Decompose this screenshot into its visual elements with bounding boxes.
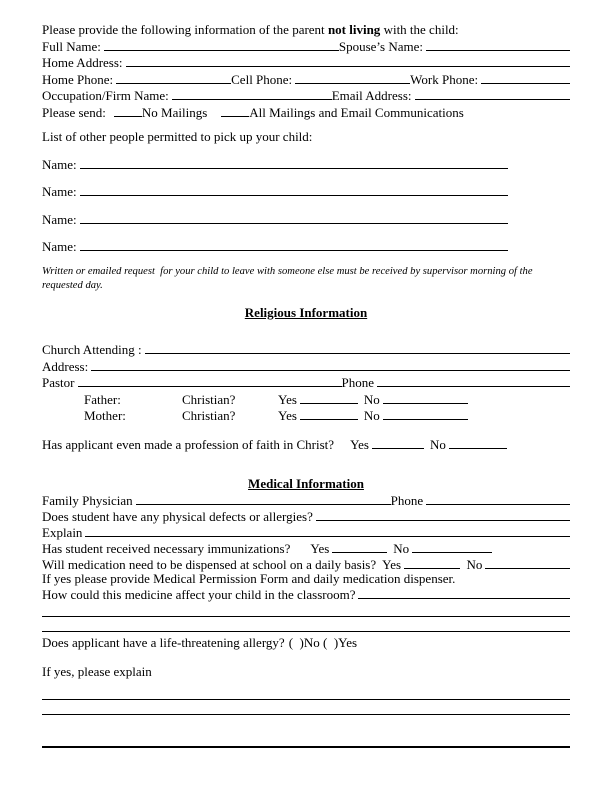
religious-address-row: [42, 358, 570, 375]
full-name-row: [42, 38, 570, 55]
pickup-note: Written or emailed request for your child to leave with someone else must be received by supervisor morning of the requested day.: [42, 265, 536, 291]
no-mailings-line[interactable]: [114, 104, 142, 117]
religious-phone-line[interactable]: [377, 374, 570, 387]
parent-info-intro: [42, 22, 570, 38]
intro-prefix: Please provide the following information of the parent: [42, 22, 328, 37]
pickup-name-line-4[interactable]: [80, 238, 508, 251]
defects-line[interactable]: [316, 508, 570, 521]
medication-yes-line[interactable]: [404, 556, 460, 569]
medical-heading: Medical Information: [248, 476, 364, 491]
religious-address-line[interactable]: [91, 358, 570, 371]
pickup-name-row: [42, 183, 570, 200]
home-phone-label: Home Phone:: [42, 71, 114, 87]
full-name-line[interactable]: [104, 38, 339, 51]
church-row: [42, 341, 570, 358]
medical-phone-line[interactable]: [426, 492, 570, 505]
profession-yes-label: Yes: [350, 436, 369, 452]
mother-no-line[interactable]: [383, 407, 468, 420]
dispenser-note: If yes please provide Medical Permission Form and daily medication dispenser.: [42, 570, 456, 586]
pickup-title-text: List of other people permitted to pick up your child:: [42, 129, 313, 144]
mother-no-label: No: [363, 407, 380, 423]
mother-christian-row: [42, 407, 570, 423]
medical-phone-label: Phone: [390, 492, 424, 508]
father-christian-label: Christian?: [182, 391, 236, 407]
full-name-label: Full Name:: [42, 38, 101, 54]
pickup-name-line-3[interactable]: [80, 211, 508, 224]
phones-row: [42, 71, 570, 88]
mother-yes-label: Yes: [278, 407, 297, 423]
all-mailings-label: All Mailings and Email Communications: [249, 104, 464, 120]
allergy-explain-line-1[interactable]: [42, 687, 570, 700]
pickup-name-row: [42, 211, 570, 228]
home-address-row: [42, 54, 570, 71]
church-label: Church Attending :: [42, 342, 142, 357]
immunization-row: [42, 540, 570, 556]
immunization-question: Has student received necessary immunizations?: [42, 540, 291, 556]
medicine-effect-line-2[interactable]: [42, 604, 570, 617]
occupation-label: Occupation/Firm Name:: [42, 88, 169, 103]
father-yes-label: Yes: [278, 391, 297, 407]
cell-phone-line[interactable]: [295, 71, 410, 84]
pastor-label: Pastor: [42, 375, 75, 390]
immunization-yes-label: Yes: [310, 540, 330, 556]
email-label: Email Address:: [331, 88, 412, 103]
spouse-name-label: Spouse’s Name:: [338, 38, 423, 54]
pickup-name-label: Name:: [42, 156, 77, 172]
medicine-effect-extra-row: [42, 619, 570, 632]
home-address-line[interactable]: [126, 54, 570, 67]
physician-line[interactable]: [136, 492, 391, 505]
father-christian-row: [42, 391, 570, 407]
explain-row: [42, 524, 570, 540]
pastor-row: [42, 374, 570, 391]
allergy-explain-line-row: [42, 702, 570, 715]
home-phone-line[interactable]: [116, 71, 231, 84]
allergy-explain-line-2[interactable]: [42, 702, 570, 715]
explain-line[interactable]: [85, 524, 570, 537]
pickup-name-row: [42, 156, 570, 173]
mother-christian-label: Christian?: [182, 407, 236, 423]
profession-question: Has applicant even made a profession of faith in Christ?: [42, 436, 335, 452]
profession-no-line[interactable]: [449, 436, 507, 449]
profession-row: [42, 436, 570, 453]
medicine-effect-extra-row: [42, 604, 570, 617]
spouse-name-line[interactable]: [426, 38, 570, 51]
defects-row: [42, 508, 570, 524]
no-mailings-label: No Mailings: [141, 104, 208, 120]
all-mailings-line[interactable]: [221, 104, 249, 117]
pickup-name-label: Name:: [42, 184, 77, 199]
medication-row: [42, 556, 570, 572]
bottom-divider: [42, 746, 570, 748]
medication-question: Will medication need to be dispensed at school on a daily basis?: [42, 556, 377, 572]
email-line[interactable]: [415, 87, 570, 100]
allergy-options[interactable]: ( )No ( )Yes: [288, 634, 358, 650]
father-label: Father:: [84, 391, 121, 407]
dispenser-note-row: [42, 572, 570, 586]
physician-row: [42, 492, 570, 508]
allergy-row: [42, 636, 570, 650]
work-phone-line[interactable]: [481, 71, 570, 84]
medication-no-label: No: [466, 556, 483, 572]
defects-question: Does student have any physical defects or allergies?: [42, 508, 313, 524]
medication-yes-label: Yes: [382, 556, 402, 572]
explain-label: Explain: [42, 524, 83, 540]
cell-phone-label: Cell Phone:: [231, 71, 293, 87]
pickup-name-row: [42, 238, 570, 255]
religious-heading: Religious Information: [244, 304, 368, 320]
immunization-no-line[interactable]: [412, 540, 492, 553]
church-line[interactable]: [145, 341, 570, 354]
pickup-name-line-2[interactable]: [80, 183, 508, 196]
pickup-title: [42, 129, 570, 145]
religious-address-label: Address:: [42, 358, 89, 374]
profession-no-label: No: [429, 436, 446, 452]
pickup-name-label: Name:: [42, 211, 77, 227]
profession-yes-line[interactable]: [372, 436, 424, 449]
home-address-label: Home Address:: [42, 55, 123, 70]
work-phone-label: Work Phone:: [410, 71, 479, 87]
father-yes-line[interactable]: [300, 391, 358, 404]
medicine-effect-line[interactable]: [358, 586, 570, 599]
intro-bold: not living: [327, 22, 381, 37]
explain-prompt: If yes, please explain: [42, 663, 152, 679]
father-no-line[interactable]: [383, 391, 468, 404]
medicine-effect-line-3[interactable]: [42, 619, 570, 632]
medicine-question: How could this medicine affect your child in the classroom?: [42, 586, 356, 602]
father-no-label: No: [363, 391, 380, 407]
medicine-effect-row: [42, 586, 570, 602]
pickup-name-line-1[interactable]: [80, 156, 508, 169]
religious-phone-label: Phone: [341, 375, 374, 390]
allergy-explain-row: [42, 665, 570, 679]
physician-label: Family Physician: [42, 492, 133, 508]
mother-yes-line[interactable]: [300, 407, 358, 420]
mother-label: Mother:: [84, 407, 126, 423]
medication-no-line[interactable]: [485, 556, 570, 569]
pickup-name-label: Name:: [42, 239, 77, 254]
please-send-label: Please send:: [42, 104, 106, 120]
pastor-line[interactable]: [78, 374, 342, 387]
immunization-no-label: No: [393, 540, 410, 556]
allergy-question: Does applicant have a life-threatening allergy?: [42, 634, 285, 650]
occupation-line[interactable]: [172, 87, 332, 100]
immunization-yes-line[interactable]: [332, 540, 387, 553]
please-send-row: [42, 104, 570, 121]
allergy-explain-line-row: [42, 687, 570, 700]
occupation-row: [42, 87, 570, 104]
intro-suffix: with the child:: [380, 22, 459, 37]
